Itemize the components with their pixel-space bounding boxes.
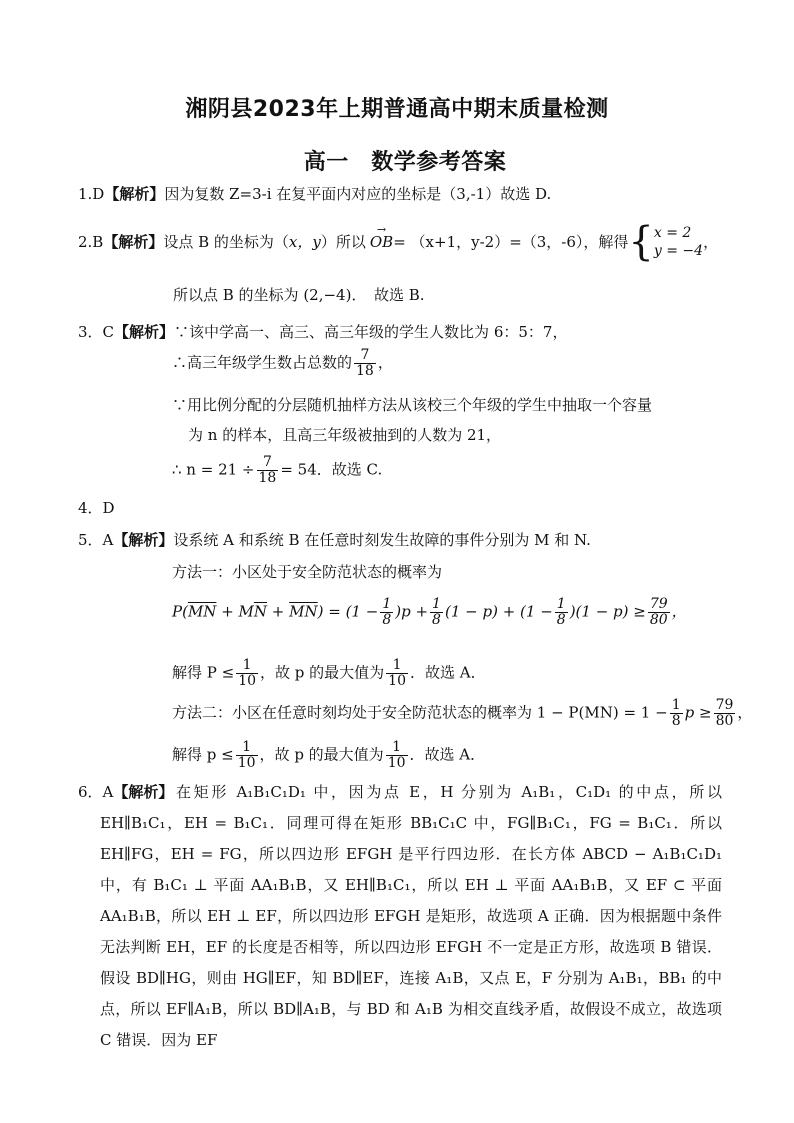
solution-system [654,224,703,260]
answer-2-xy: x，y [288,233,321,251]
result-text: 解得 p ≤ [172,745,234,764]
fraction-denominator: 18 [356,363,374,379]
fraction-numerator: 1 [386,740,408,756]
answer-2 [78,219,719,265]
answer-3 [78,322,567,342]
answer-5-formula1 [172,597,687,628]
fraction-denominator: 10 [237,755,256,771]
analysis-tag: 【解析】 [113,783,174,801]
fraction-numerator: 1 [382,596,392,612]
vector-arrow-icon: → [376,223,387,236]
result-text: ．故选 A． [409,745,486,764]
answer-5-method2 [172,698,752,729]
fraction [555,597,568,628]
answer-3-l1: ∵该中学高一、高三、高三年级的学生人数比为 6：5：7， [174,323,568,341]
fraction [386,658,408,689]
answer-5-number: 5．A [78,531,114,549]
fraction-numerator: 1 [671,697,681,713]
formula-part: $\overline{MN}$ [289,602,318,621]
fraction-denominator: 18 [258,470,277,486]
fraction-denominator: 8 [382,612,392,628]
answer-3-l2-text: ∴高三年级学生数占总数的 [172,353,353,372]
result-text: ，故 p 的最大值为 [260,663,385,682]
formula-part: (1 − p) + (1 − [444,602,553,621]
fraction-numerator: 7 [257,455,279,471]
formula-part: $\overline{N}$ [253,602,268,621]
fraction-numerator: 79 [649,596,668,612]
answer-2-tail: ， [703,233,719,251]
answer-3-l5-text: ∴ n = 21 ÷ [172,460,255,479]
fraction-denominator: 8 [556,612,566,628]
answer-3-l2 [172,348,393,379]
fraction [354,348,376,379]
formula-part: + [267,602,290,621]
solution-y: y = −4 [653,243,704,259]
answer-2-line2: 所以点 B 的坐标为 (2,−4)． 故选 B. [173,286,425,304]
fraction-denominator: 80 [715,713,734,729]
answer-2-pre: 设点 B 的坐标为（ [163,233,289,251]
method2-text: ， [737,703,753,722]
fraction-numerator: 1 [386,658,408,674]
fraction-numerator: 79 [715,697,734,713]
analysis-tag: 【解析】 [114,323,175,341]
vector-ob: OB → [370,232,393,252]
fraction-denominator: 8 [432,612,441,628]
formula-part: )p + [395,602,429,621]
answer-5-result2 [172,740,485,771]
fraction-numerator: 1 [236,658,258,674]
fraction-numerator: 1 [556,596,566,612]
result-text: ．故选 A． [410,663,486,682]
answer-6-number: 6．A [78,783,114,801]
fraction-denominator: 10 [388,673,406,689]
fraction [648,597,670,628]
analysis-tag: 【解析】 [104,185,165,203]
answer-4: 4．D [78,499,115,517]
answer-3-l2-tail: ， [377,353,393,372]
answer-5 [78,530,591,550]
fraction [386,740,408,771]
system-brace: { [628,219,654,265]
page-subtitle: 高一 数学参考答案 [303,150,507,175]
answer-1-number: 1.D [78,185,105,203]
formula-part: P( [172,602,188,621]
answer-3-l5-tail: = 54．故选 C. [280,460,383,479]
fraction [714,698,736,729]
formula-part: )(1 − p) ≥ [569,602,646,621]
answer-3-l3: ∵用比例分配的分层随机抽样方法从该校三个年级的学生中抽取一个容量 [172,396,653,414]
fraction-numerator: 1 [236,740,258,756]
answer-1 [78,184,551,204]
answer-2-number: 2.B [78,233,104,251]
fraction-numerator: 7 [354,348,376,364]
answer-3-number: 3．C [78,323,115,341]
fraction [670,698,683,729]
method2-text: 方法二：小区在任意时刻均处于安全防范状态的概率为 1 − P(MN) = 1 − [172,703,668,722]
analysis-tag: 【解析】 [113,531,174,549]
formula-part: + M [216,602,254,621]
fraction [257,455,279,486]
fraction-denominator: 10 [238,673,257,689]
answer-3-l4: 为 n 的样本，且高三年级被抽到的人数为 21， [188,426,502,444]
answer-5-l1: 设系统 A 和系统 B 在任意时刻发生故障的事件分别为 M 和 N. [173,531,591,549]
formula-part: ， [671,602,687,621]
answer-6-body: 在矩形 A₁B₁C₁D₁ 中，因为点 E，H 分别为 A₁B₁，C₁D₁ 的中点，所以 EH∥B₁C₁，EH = B₁C₁．同理可得在矩形 BB₁C₁C 中，FG∥B₁C₁，FG = B₁C₁．所以 EH∥FG，EH = FG，所以四边形 EFGH 是平行四边形．在长方体 ABCD − A₁B₁C₁D₁ 中，有 B₁C₁ ⊥ 平面 AA₁B₁B，又 EH∥B₁C₁，所以 EH ⊥ 平面 AA₁B₁B，又 EF ⊂ 平面 AA₁B₁B，所以 EH ⊥ EF，所以四边形 EFGH 是矩形，故选项 A 正确．因为根据题中条件无法判断 EH，EF 的长度是否相等，所以四边形 EFGH 不一定是正方形，故选项 B 错误．假设 BD∥HG，则由 HG∥EF，知 BD∥EF，连接 A₁B，又点 E，F 分别为 A₁B₁，BB₁ 的中点，所以 EF∥A₁B，所以 BD∥A₁B，与 BD 和 A₁B 为相交直线矛盾，故假设不成立，故选项 C 错误．因为 EF [100,783,722,1049]
fraction-numerator: 1 [432,596,441,612]
result-text: ，故 p 的最大值为 [259,745,384,764]
answer-3-l5 [172,455,382,486]
fraction [430,597,443,628]
method2-text: p ≥ [684,703,712,722]
answer-5-result1 [172,658,486,689]
answer-5-method1: 方法一：小区处于安全防范状态的概率为 [172,563,443,581]
formula-part: ) = (1 − [317,602,379,621]
result-text: 解得 P ≤ [172,663,235,682]
fraction [236,740,258,771]
analysis-tag: 【解析】 [103,233,164,251]
fraction [236,658,258,689]
page-title: 湘阴县2023年上期普通高中期末质量检测 [185,97,609,122]
answer-2-eq: = （x+1，y-2）=（3，-6），解得 [393,233,629,251]
solution-x: x = 2 [653,225,692,241]
fraction-denominator: 8 [671,713,681,729]
fraction-denominator: 10 [387,755,406,771]
answer-2-mid: ）所以 [320,233,366,251]
fraction [380,597,393,628]
formula-part: $\overline{MN}$ [187,602,217,621]
fraction-denominator: 80 [649,612,668,628]
answer-1-text: 因为复数 Z=3-i 在复平面内对应的坐标是（3,-1）故选 D. [164,185,552,203]
